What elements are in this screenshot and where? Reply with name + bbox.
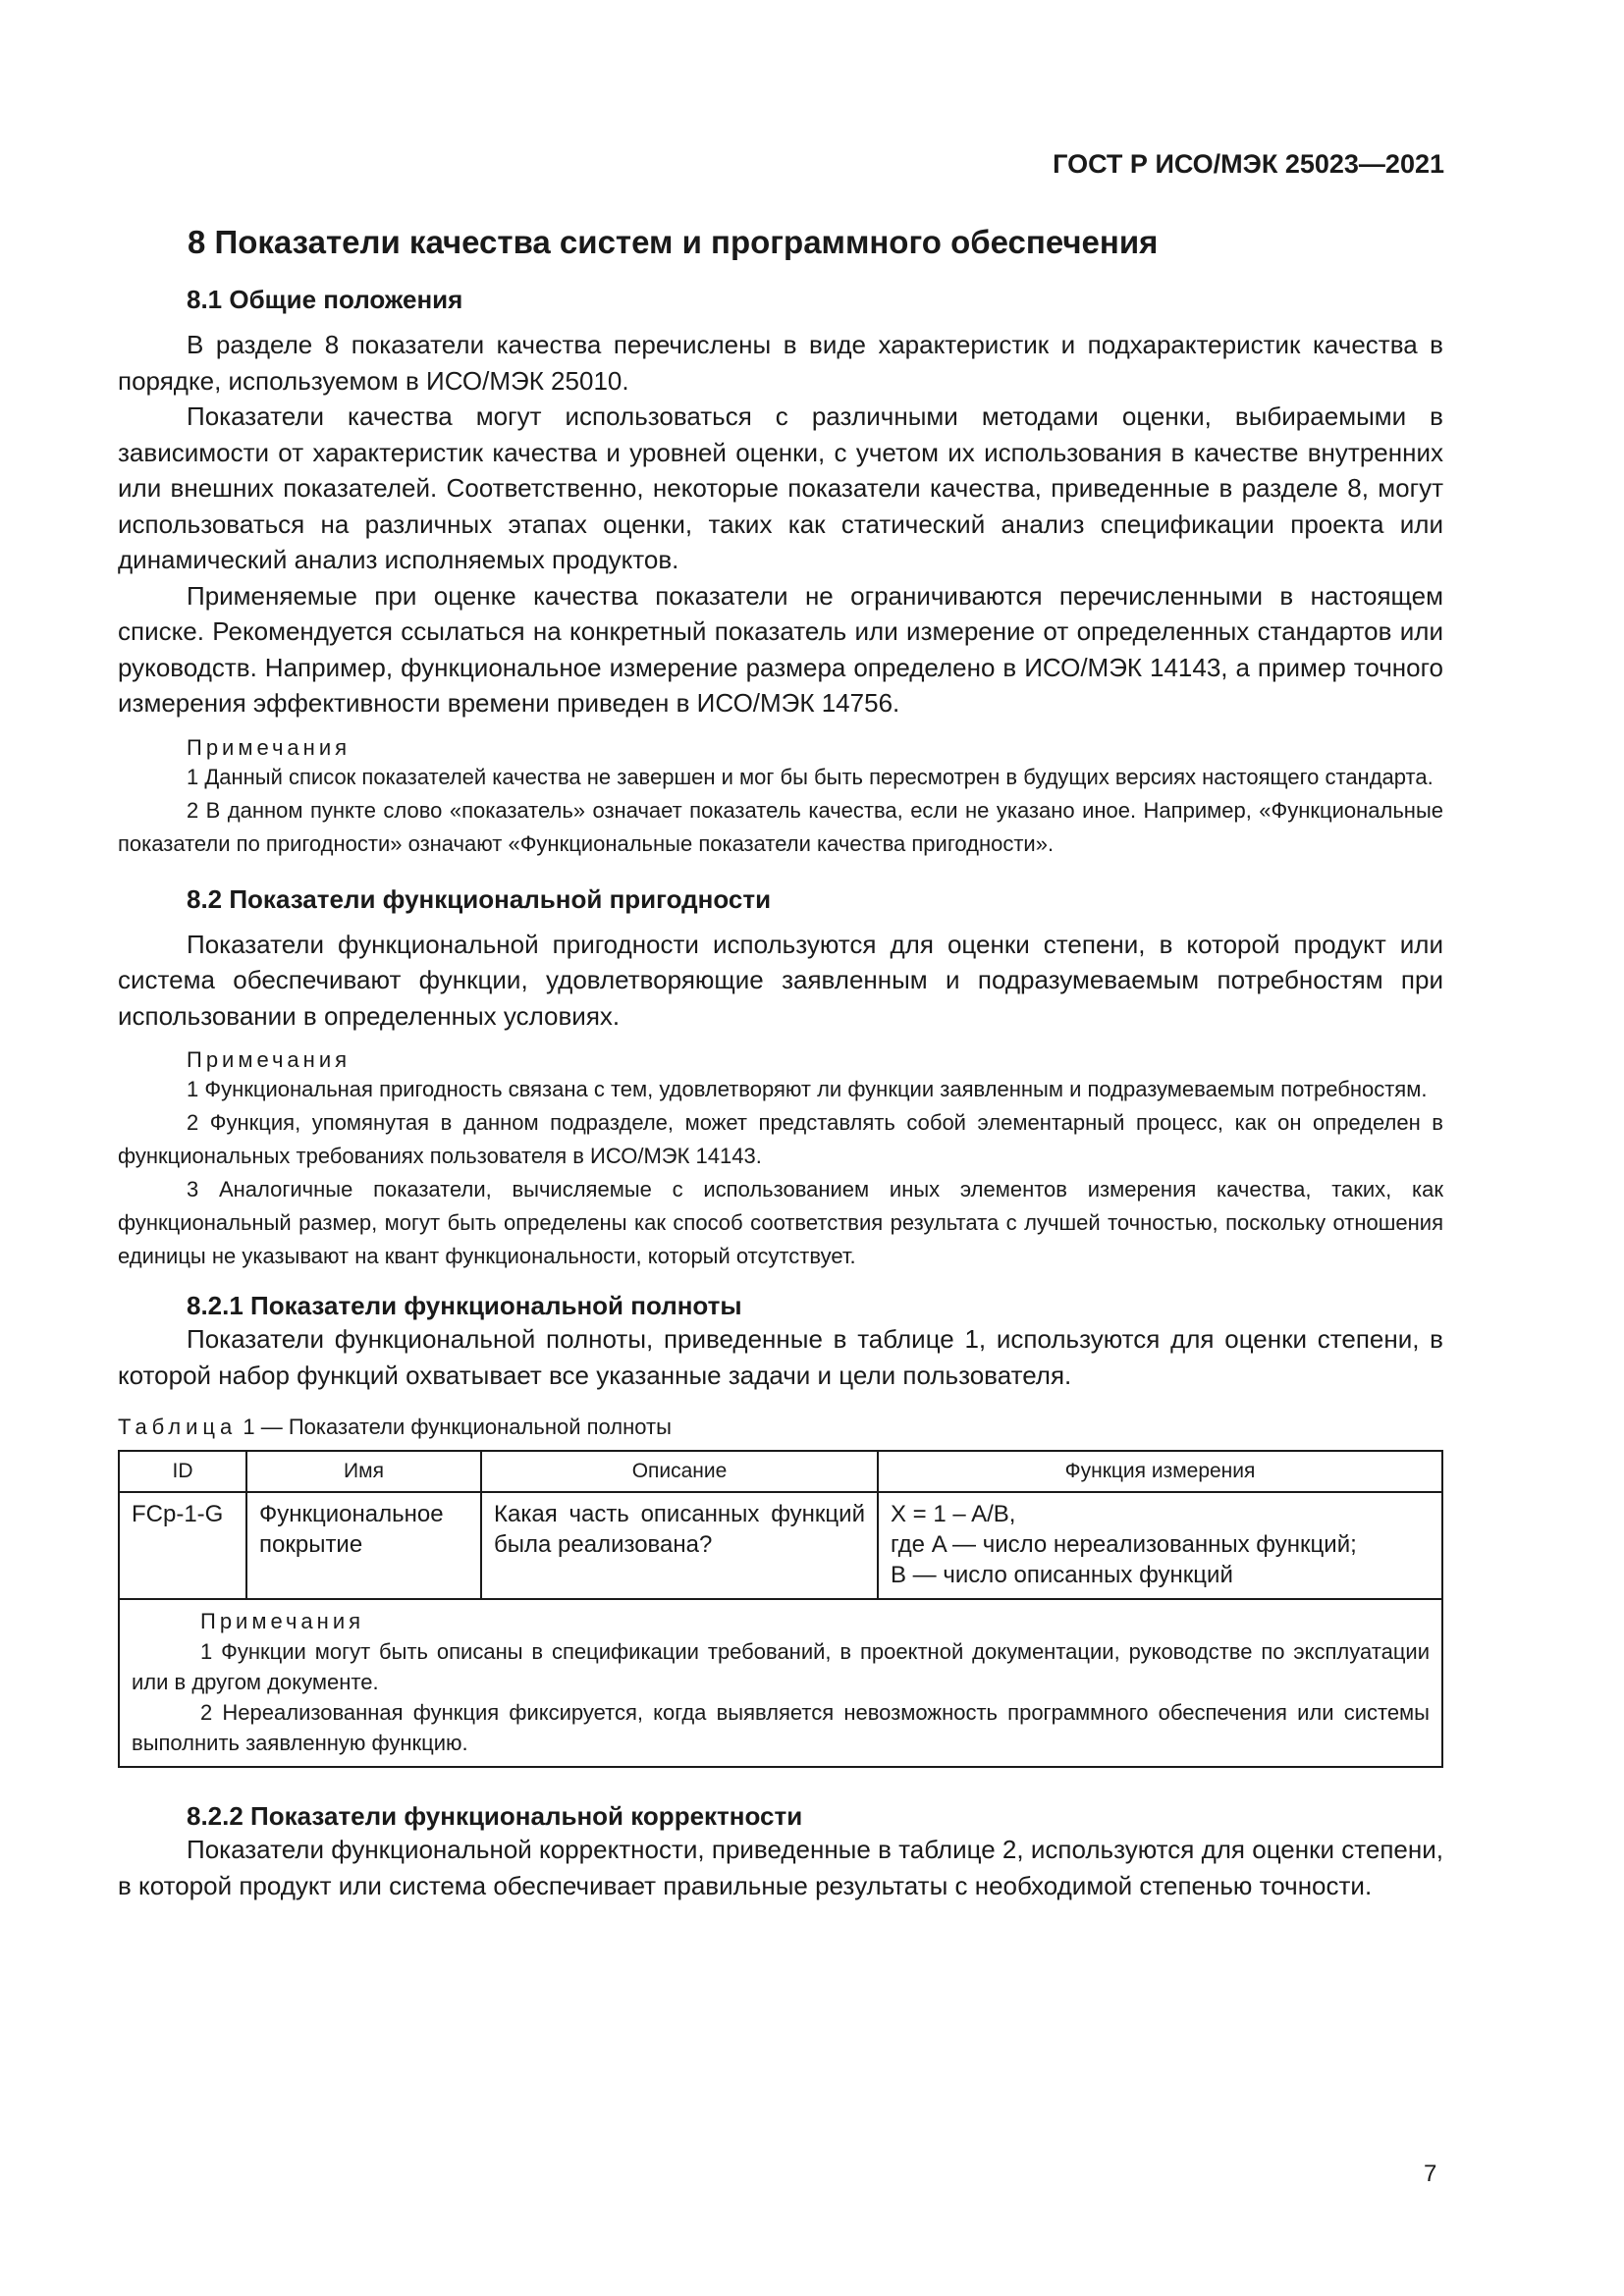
section-8-2-2-title: 8.2.2 Показатели функциональной корректности: [187, 1801, 803, 1831]
formula-line: B — число описанных функций: [891, 1562, 1233, 1588]
table-caption-text: 1 — Показатели функциональной полноты: [237, 1415, 672, 1439]
paragraph: Показатели функциональной пригодности используются для оценки степени, в которой продукт или система обеспечивают функции, удовлетворяющие заявленным и подразумеваемым потребностям при использовании в определенных условиях.: [118, 929, 1443, 1031]
table-notes-row: [119, 1599, 1442, 1767]
table-row: [119, 1492, 1442, 1599]
paragraph: Показатели функциональной полноты, приведенные в таблице 1, используются для оценки степени, в которой набор функций охватывает все указанные задачи и цели пользователя.: [118, 1324, 1443, 1390]
cell-function: [878, 1492, 1442, 1599]
note: 3 Аналогичные показатели, вычисляемые с использованием иных элементов измерения качества, таких, как функциональный размер, могут быть определены как способ соответствия результата с лучшей точностью, поскольку отношения единицы не указывают на квант функциональности, который отсутствует.: [118, 1177, 1443, 1268]
column-header-function: Функция измерения: [878, 1451, 1442, 1492]
column-header-name: Имя: [246, 1451, 481, 1492]
formula-line: где A — число нереализованных функций;: [891, 1531, 1357, 1558]
paragraph: В разделе 8 показатели качества перечислены в виде характеристик и подхарактеристик качества в порядке, используемом в ИСО/МЭК 25010.: [118, 330, 1443, 396]
notes-title: Примечания: [187, 1047, 352, 1072]
table-header-row: [119, 1451, 1442, 1492]
notes-title: Примечания: [187, 734, 352, 760]
doc-code-header: ГОСТ Р ИСО/МЭК 25023—2021: [1053, 149, 1444, 179]
table-caption-label: Таблица: [118, 1415, 238, 1439]
cell-name: Функциональное покрытие: [246, 1492, 481, 1599]
note: 1 Функции могут быть описаны в спецификации требований, в проектной документации, руководстве по эксплуатации или в другом документе.: [132, 1639, 1430, 1694]
note: 2 В данном пункте слово «показатель» означает показатель качества, если не указано иное. Например, «Функциональные показатели по пригодности» означают «Функциональные показатели качества пригодности».: [118, 797, 1443, 856]
note: 2 Функция, упомянутая в данном подразделе, может представлять собой элементарный процесс, как он определен в функциональных требованиях пользователя в ИСО/МЭК 14143.: [118, 1110, 1443, 1168]
cell-description: Какая часть описанных функций была реализована?: [481, 1492, 878, 1599]
notes-title: Примечания: [200, 1609, 365, 1633]
paragraph: Применяемые при оценке качества показатели не ограничиваются перечисленными в настоящем списке. Рекомендуется ссылаться на конкретный показатель или измерение от определенных стандартов или руководств. Например, функциональное измерение размера определено в ИСО/МЭК 14143, а пример точного измерения эффективности времени приведен в ИСО/МЭК 14756.: [118, 580, 1443, 718]
column-header-id: ID: [119, 1451, 246, 1492]
note: 1 Функциональная пригодность связана с тем, удовлетворяют ли функции заявленным и подразумеваемым потребностям.: [187, 1077, 1428, 1101]
note: 2 Нереализованная функция фиксируется, когда выявляется невозможность программного обеспечения или системы выполнить заявленную функцию.: [132, 1700, 1430, 1755]
cell-id: FCp-1-G: [119, 1492, 246, 1599]
section-8-2-title: 8.2 Показатели функциональной пригодности: [187, 883, 772, 914]
paragraph: Показатели качества могут использоваться с различными методами оценки, выбираемыми в зависимости от характеристик качества и уровней оценки, с учетом их использования в качестве внутренних или внешних показателей. Соответственно, некоторые показатели качества, приведенные в разделе 8, могут использоваться на различных этапах оценки, таких как статический анализ спецификации проекта или динамический анализ исполняемых продуктов.: [118, 401, 1443, 574]
formula-line: X = 1 – A/B,: [891, 1501, 1016, 1527]
column-header-description: Описание: [481, 1451, 878, 1492]
section-8-1-title: 8.1 Общие положения: [187, 285, 463, 314]
table-1-caption: [118, 1415, 1443, 1440]
page-number: 7: [1424, 2161, 1437, 2187]
table-1: [118, 1450, 1443, 1768]
section-8-title: 8 Показатели качества систем и программного обеспечения: [188, 224, 1159, 260]
page-content: [118, 218, 1443, 1903]
paragraph: Показатели функциональной корректности, приведенные в таблице 2, используются для оценки степени, в которой продукт или система обеспечивает правильные результаты с необходимой степенью точности.: [118, 1835, 1443, 1900]
note: 1 Данный список показателей качества не завершен и мог бы быть пересмотрен в будущих версиях настоящего стандарта.: [187, 764, 1434, 789]
section-8-2-1-title: 8.2.1 Показатели функциональной полноты: [187, 1291, 742, 1320]
table-notes-cell: [119, 1599, 1442, 1767]
